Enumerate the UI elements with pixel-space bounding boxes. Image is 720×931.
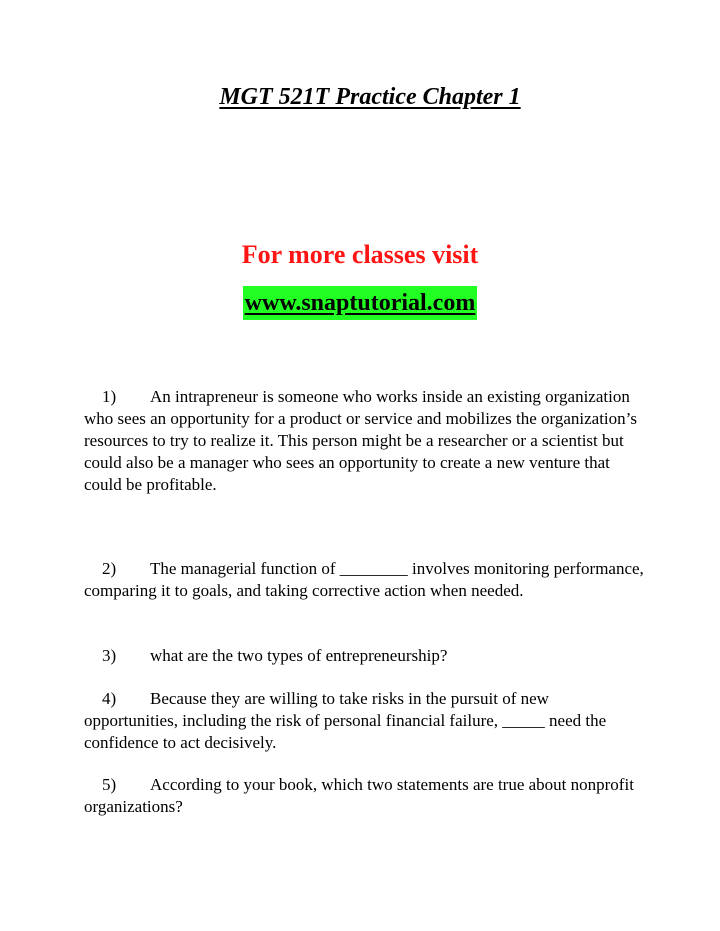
question-text: According to your book, which two statements are true about nonprofit organizations? — [84, 775, 634, 816]
question-3 — [84, 645, 644, 667]
question-number: 1) — [102, 387, 117, 406]
question-5 — [84, 774, 644, 818]
question-number: 5) — [102, 775, 117, 794]
question-number: 4) — [102, 689, 117, 708]
question-number: 3) — [102, 646, 117, 665]
question-text: The managerial function of ________ involves monitoring performance, comparing it to goals, and taking corrective action when needed. — [84, 559, 644, 600]
promo-text: For more classes visit — [241, 240, 479, 269]
question-2 — [84, 558, 644, 602]
question-text: An intrapreneur is someone who works inside an existing organization who sees an opportunity for a product or service and mobilizes the organization’s resources to try to realize it. This person might be a researcher or a scientist but could also be a manager who sees an opportunity to create a new venture that could be profitable. — [84, 387, 637, 494]
question-number: 2) — [102, 559, 117, 578]
question-1 — [84, 386, 644, 496]
page-title: MGT 521T Practice Chapter 1 — [219, 84, 521, 110]
promo-link-container — [0, 286, 720, 320]
promo-link[interactable]: www.snaptutorial.com — [243, 286, 478, 320]
question-text: what are the two types of entrepreneurship? — [150, 646, 448, 665]
question-text: Because they are willing to take risks in the pursuit of new opportunities, including the risk of personal financial failure, _____ need the confidence to act decisively. — [84, 689, 607, 752]
question-4 — [84, 688, 644, 754]
